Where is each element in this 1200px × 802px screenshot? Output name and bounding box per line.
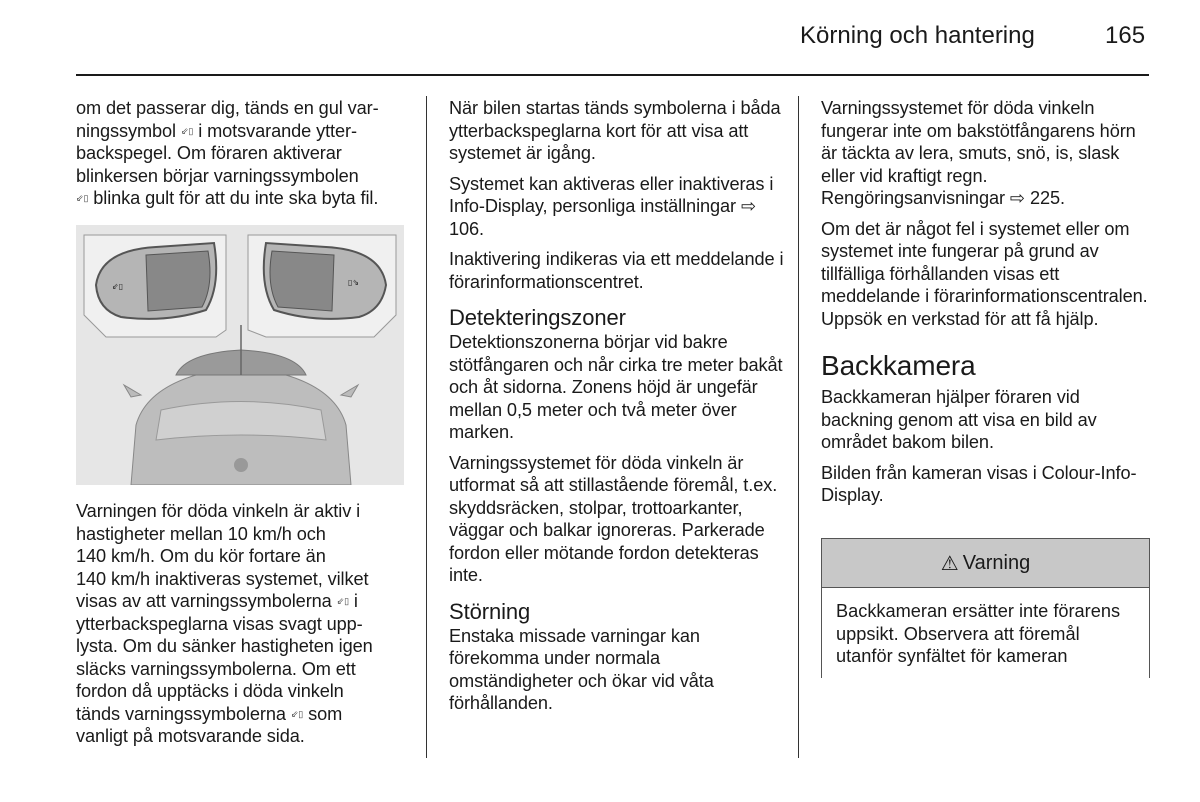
text-line: 140 km/h inaktiveras systemet, vilket [76, 568, 369, 589]
svg-text:▯⇘: ▯⇘ [348, 278, 360, 287]
mirror-illustration [76, 225, 404, 485]
text-line: Varningen för döda vinkeln är aktiv i [76, 501, 361, 521]
svg-text:⇙▯: ⇙▯ [112, 282, 124, 291]
paragraph: Systemet kan aktiveras eller inaktiveras i Info-Display, personliga inställningar ⇨ 106. [449, 173, 774, 239]
text-line: 140 km/h. Om du kör fortare än [76, 546, 326, 566]
text-line: släcks varningssymbolerna. Om ett [76, 658, 356, 679]
paragraph: Varningssystemet för döda vinkeln fungerar inte om bakstötfångarens hörn är täckta av lera, smuts, snö, is, slask eller vid kraftigt regn. Rengöringsanvisningar ⇨ 225. [821, 98, 1136, 208]
column-2 [449, 97, 784, 723]
blind-spot-warning-icon: ⇙▯ [336, 596, 349, 606]
text-line: visas av att varningssymbolerna ⇙▯ i [76, 591, 358, 611]
column-1-bottom [76, 500, 411, 748]
paragraph: Backkameran hjälper föraren vid backning genom att visa en bild av området bakom bilen. [821, 387, 1097, 452]
blind-spot-warning-icon: ⇙▯ [76, 193, 89, 203]
paragraph: Varningssystemet för döda vinkeln är utformat så att stillastående föremål, t.ex. skyddsräcken, stolpar, trottoarkanter, väggar och balkar ignoreras. Parkerade fordon eller mötande fordon detekteras inte. [449, 452, 778, 585]
text-line: ytterbackspeglarna visas svagt upp- [76, 613, 363, 634]
column-3 [821, 97, 1151, 515]
section-heading: Detekteringszoner [449, 305, 626, 330]
column-divider [798, 96, 799, 758]
warning-box [821, 538, 1150, 678]
blind-spot-warning-icon: ⇙▯ [180, 125, 194, 136]
header-divider [76, 74, 1149, 76]
text-line: fordon då upptäcks i döda vinkeln [76, 681, 344, 701]
paragraph: Om det är något fel i systemet eller om systemet inte fungerar på grund av tillfälliga förhållanden visas ett meddelande i förarinformationscentralen. Uppsök en verkstad för att få hjälp. [821, 218, 1148, 329]
paragraph: När bilen startas tänds symbolerna i båda ytterbackspeglarna kort för att visa att systemet är igång. [449, 98, 781, 163]
text-line: blinkersen börjar varningssymbolen [76, 165, 359, 186]
text-line: hastigheter mellan 10 km/h och [76, 523, 326, 544]
column-divider [426, 96, 427, 758]
warning-header [821, 538, 1150, 588]
blind-spot-warning-icon: ⇙▯ [290, 708, 304, 719]
text-line: ⇙▯ blinka gult för att du inte ska byta fil. [76, 188, 379, 208]
text-line: om det passerar dig, tänds en gul var- [76, 98, 379, 118]
text-line: lysta. Om du sänker hastigheten igen [76, 636, 373, 656]
text-line: tänds varningssymbolerna ⇙▯ som [76, 703, 343, 724]
text-line: ningssymbol ⇙▯ i motsvarande ytter- [76, 120, 357, 141]
paragraph: Inaktivering indikeras via ett meddelande i förarinformationscentret. [449, 249, 784, 292]
warning-body: Backkameran ersätter inte förarens uppsikt. Observera att föremål utanför synfältet för kameran [821, 588, 1150, 678]
paragraph: Detektionszonerna börjar vid bakre stötfångaren och når cirka tre meter bakåt och åt sidorna. Zonens höjd är ungefär mellan 0,5 meter och två meter över marken. [449, 332, 783, 442]
warning-title: Varning [962, 551, 1031, 574]
text-line: vanligt på motsvarande sida. [76, 726, 305, 746]
warning-triangle-icon: ⚠ [940, 552, 959, 575]
text-line: backspegel. Om föraren aktiverar [76, 143, 342, 163]
column-1-top [76, 97, 411, 210]
paragraph: Enstaka missade varningar kan förekomma under normala omständigheter och ökar vid våta förhållanden. [449, 625, 714, 713]
section-heading: Störning [449, 598, 531, 624]
page-number: 165 [1105, 22, 1146, 49]
section-heading: Backkamera [821, 350, 976, 381]
paragraph: Bilden från kameran visas i Colour-Info-Display. [821, 462, 1137, 505]
chapter-title: Körning och hantering [800, 22, 1035, 49]
car-mirrors-image [76, 225, 404, 485]
